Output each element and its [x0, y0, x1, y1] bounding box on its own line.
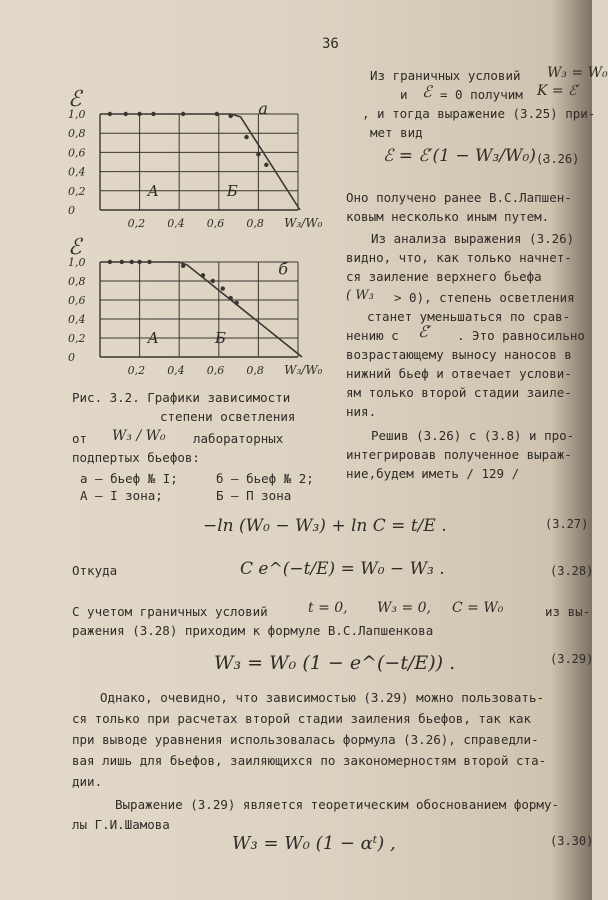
caption-line: от [72, 431, 88, 446]
x-tick-label: 0,8 [246, 364, 264, 377]
y-tick-label: 0,6 [68, 146, 86, 160]
data-point [151, 112, 155, 116]
data-point [221, 286, 225, 290]
text-line: > 0), степень осветления [394, 290, 575, 305]
y-tick-label: 0,8 [68, 275, 86, 288]
y-tick-label: 0 [68, 351, 75, 364]
equation-number: (3.28) [550, 564, 594, 578]
text-line: нению с [346, 328, 399, 343]
equation-3-28: C e^(−t/E) = W₀ − W₃ . [240, 559, 445, 579]
text-line: Однако, очевидно, что зависимостью (3.29) можно пользовать- [100, 690, 545, 705]
text-line: при выводе уравнения использовалась формула (3.26), справедли- [72, 732, 539, 747]
y-tick-label: 0 [68, 204, 75, 217]
data-point [228, 114, 232, 118]
inline-math: K = ℰ′ [537, 83, 580, 99]
x-tick-label: 0,4 [167, 217, 185, 230]
text-line: из вы- [545, 604, 591, 619]
text-line: возрастающему выносу наносов в [346, 347, 572, 362]
x-tick-label: 0,6 [206, 364, 225, 377]
data-point [264, 163, 268, 167]
caption-line: степени осветления [160, 409, 296, 424]
y-tick-label: 0,8 [68, 127, 86, 141]
equation-number: (3.30) [550, 834, 594, 848]
x-axis-label: W₃/W₀ [284, 216, 323, 230]
text-line: ковым несколько иным путем. [346, 209, 550, 224]
data-point [147, 260, 151, 264]
caption-line: б – бьеф № 2; [216, 471, 314, 486]
text-line: С учетом граничных условий [72, 604, 268, 619]
data-point [181, 264, 185, 268]
inline-math: ( W₃ [346, 288, 374, 303]
x-axis-label: W₃/W₀ [284, 363, 323, 377]
y-tick-label: 0,4 [68, 313, 86, 326]
panel-label: б [278, 259, 288, 279]
equation-3-30: W₃ = W₀ (1 − αᵗ) , [232, 833, 396, 854]
x-tick-label: 0,8 [246, 217, 264, 230]
y-tick-label: 0,4 [68, 165, 86, 179]
data-point [124, 112, 128, 116]
caption-variable: W₃ / W₀ [112, 428, 166, 444]
caption-line: подпертых бьефов: [72, 450, 200, 465]
x-tick-label: 0,4 [167, 364, 185, 377]
data-point [211, 279, 215, 283]
text-line: видно, что, как только начнет- [346, 250, 572, 265]
x-tick-label: 0,6 [206, 217, 225, 230]
data-point [181, 112, 185, 116]
y-axis-label: ℰ [68, 87, 82, 112]
equation-number: (3.27) [545, 517, 589, 531]
text-line: дии. [72, 774, 103, 789]
inline-math: ℰ′ [418, 322, 432, 341]
text-line: ние,будем иметь / 129 / [346, 466, 520, 481]
text-line: станет уменьшаться по срав- [367, 309, 571, 324]
zone-label-a: А [147, 181, 159, 200]
equation-number: (3.26) [536, 152, 580, 166]
text-line: лы Г.И.Шамова [72, 817, 170, 832]
y-tick-label: 1,0 [68, 256, 86, 269]
text-line: Откуда [72, 563, 118, 578]
y-tick-label: 0,6 [68, 294, 86, 307]
panel-label: а [258, 99, 268, 118]
text-line: Из анализа выражения (3.26) [371, 231, 575, 246]
y-tick-label: 0,2 [68, 332, 86, 345]
text-line: Оно получено ранее В.С.Лапшен- [346, 190, 572, 205]
text-line: Выражение (3.29) является теоретическим обоснованием форму- [115, 797, 560, 812]
text-line: вая лишь для бьефов, заиляющихся по закономерностям второй ста- [72, 753, 547, 768]
x-tick-label: 0,2 [127, 364, 146, 377]
text-line: ражения (3.28) приходим к формуле В.С.Лапшенкова [72, 623, 434, 638]
equation-number: (3.29) [550, 652, 594, 666]
text-line: мет вид [370, 125, 423, 140]
text-line: и [400, 87, 408, 102]
equation-3-26: ℰ = ℰ′(1 − W₃/W₀) . [383, 146, 547, 166]
text-line: ся заиление верхнего бьефа [346, 269, 542, 284]
page-number: 36 [322, 36, 339, 52]
text-line: Из граничных условий [370, 68, 521, 83]
inline-math: C = W₀ [452, 600, 504, 616]
zone-label-b: Б [226, 181, 238, 200]
equation-3-27: −ln (W₀ − W₃) + ln C = t/E . [203, 516, 447, 536]
data-point [256, 152, 260, 156]
inline-math: t = 0, [308, 600, 348, 616]
data-point [234, 301, 238, 305]
text-line: ния. [346, 404, 377, 419]
caption-line: А – I зона; [80, 488, 163, 503]
y-tick-label: 1,0 [68, 108, 86, 121]
data-point [120, 260, 124, 264]
data-point [137, 260, 141, 264]
inline-math: W₃ = 0, [377, 600, 431, 616]
data-point [228, 296, 232, 300]
caption-line: а – бьеф № I; [80, 471, 178, 486]
text-line: ям только второй стадии заиле- [346, 385, 572, 400]
data-point [137, 112, 141, 116]
caption-line: Б – П зона [216, 488, 292, 503]
data-point [215, 112, 219, 116]
text-line: = 0 получим [440, 87, 523, 102]
text-line: ся только при расчетах второй стадии заиления бьефов, так как [72, 711, 532, 726]
text-line: Решив (3.26) с (3.8) и про- [371, 428, 575, 443]
data-point [108, 112, 112, 116]
data-point [201, 273, 205, 277]
text-line: . Это равносильно [457, 328, 585, 343]
caption-line: лабораторных [193, 431, 284, 446]
equation-3-29: W₃ = W₀ (1 − e^(−t/E)) . [214, 652, 456, 674]
data-point [129, 260, 133, 264]
chart-panel-a [0, 80, 330, 240]
zone-label-b: Б [214, 329, 226, 347]
y-tick-label: 0,2 [68, 184, 86, 198]
inline-math: ℰ [422, 82, 432, 101]
text-line: , и тогда выражение (3.25) при- [362, 106, 596, 121]
data-point [244, 135, 248, 139]
caption-line: Рис. 3.2. Графики зависимости [72, 390, 291, 405]
inline-math: W₃ = W₀ [547, 65, 608, 81]
data-point [108, 260, 112, 264]
chart-panel-b [0, 235, 330, 377]
zone-label-a: А [147, 329, 159, 347]
fit-curve [100, 114, 300, 210]
x-tick-label: 0,2 [127, 217, 146, 230]
y-axis-label: ℰ [68, 235, 82, 260]
text-line: нижний бьеф и отвечает услови- [346, 366, 572, 381]
text-line: интегрировав полученное выраж- [346, 447, 572, 462]
